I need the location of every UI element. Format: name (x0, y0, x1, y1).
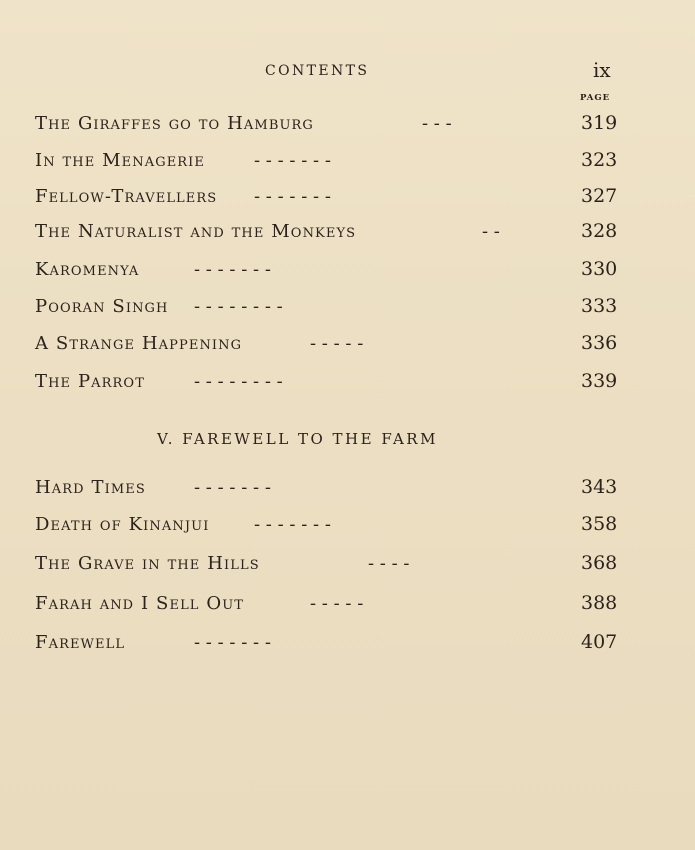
toc-entry (0, 333, 695, 361)
toc-entry-title: Fellow-Travellers (35, 186, 218, 207)
toc-entry-title: Farewell (35, 632, 126, 653)
section-heading: V. FAREWELL TO THE FARM (157, 430, 438, 448)
toc-entry-leaders: - - - - - (310, 593, 364, 614)
toc-entry (0, 150, 695, 178)
toc-entry-leaders: - - - - - - - (254, 514, 331, 535)
toc-entry-title: Death of Kinanjui (35, 514, 210, 535)
toc-entry-leaders: - - - - - - - - (194, 371, 283, 392)
toc-entry-title: Hard Times (35, 477, 146, 498)
toc-entry-leaders: - - - - - - - - (194, 296, 283, 317)
toc-entry-title: Pooran Singh (35, 296, 169, 317)
toc-entry-page: 339 (581, 370, 618, 392)
toc-entry-page: 368 (581, 552, 618, 574)
toc-entry-title: The Parrot (35, 371, 145, 392)
folio-page-number: ix (593, 58, 611, 82)
toc-entry (0, 514, 695, 542)
page-column-label: PAGE (580, 93, 611, 103)
toc-entry-page: 319 (581, 112, 618, 134)
toc-entry (0, 259, 695, 287)
toc-entry (0, 296, 695, 324)
toc-entry (0, 553, 695, 581)
toc-entry-page: 327 (581, 185, 618, 207)
running-head: CONTENTS (265, 63, 370, 79)
toc-entry-title: The Naturalist and the Monkeys (35, 221, 357, 242)
toc-entry-page: 330 (581, 258, 618, 280)
toc-entry-page: 328 (581, 220, 618, 242)
toc-entry-title: Karomenya (35, 259, 140, 280)
toc-entry (0, 221, 695, 249)
toc-entry-leaders: - - - (422, 113, 452, 134)
toc-entry-leaders: - - - - - - - (194, 632, 271, 653)
toc-entry (0, 113, 695, 141)
toc-entry-leaders: - - - - - - - (194, 259, 271, 280)
toc-entry-leaders: - - (482, 221, 500, 242)
toc-entry (0, 371, 695, 399)
toc-entry-leaders: - - - - - - - (194, 477, 271, 498)
toc-entry (0, 186, 695, 214)
toc-entry (0, 593, 695, 621)
toc-entry-leaders: - - - - - - - (254, 186, 331, 207)
toc-entry-page: 343 (581, 476, 618, 498)
toc-entry-page: 407 (581, 631, 618, 653)
toc-entry-page: 358 (581, 513, 618, 535)
toc-entry-page: 336 (581, 332, 618, 354)
toc-entry-title: Farah and I Sell Out (35, 593, 245, 614)
toc-entry-page: 333 (581, 295, 618, 317)
toc-entry-title: In the Menagerie (35, 150, 205, 171)
toc-entry-title: A Strange Happening (35, 333, 243, 354)
toc-entry-title: The Giraffes go to Hamburg (35, 113, 314, 134)
toc-entry (0, 477, 695, 505)
toc-entry-title: The Grave in the Hills (35, 553, 260, 574)
toc-entry-page: 388 (581, 592, 618, 614)
toc-entry-leaders: - - - - - (310, 333, 364, 354)
toc-entry-leaders: - - - - (368, 553, 410, 574)
toc-entry-leaders: - - - - - - - (254, 150, 331, 171)
toc-entry (0, 632, 695, 660)
toc-entry-page: 323 (581, 149, 618, 171)
